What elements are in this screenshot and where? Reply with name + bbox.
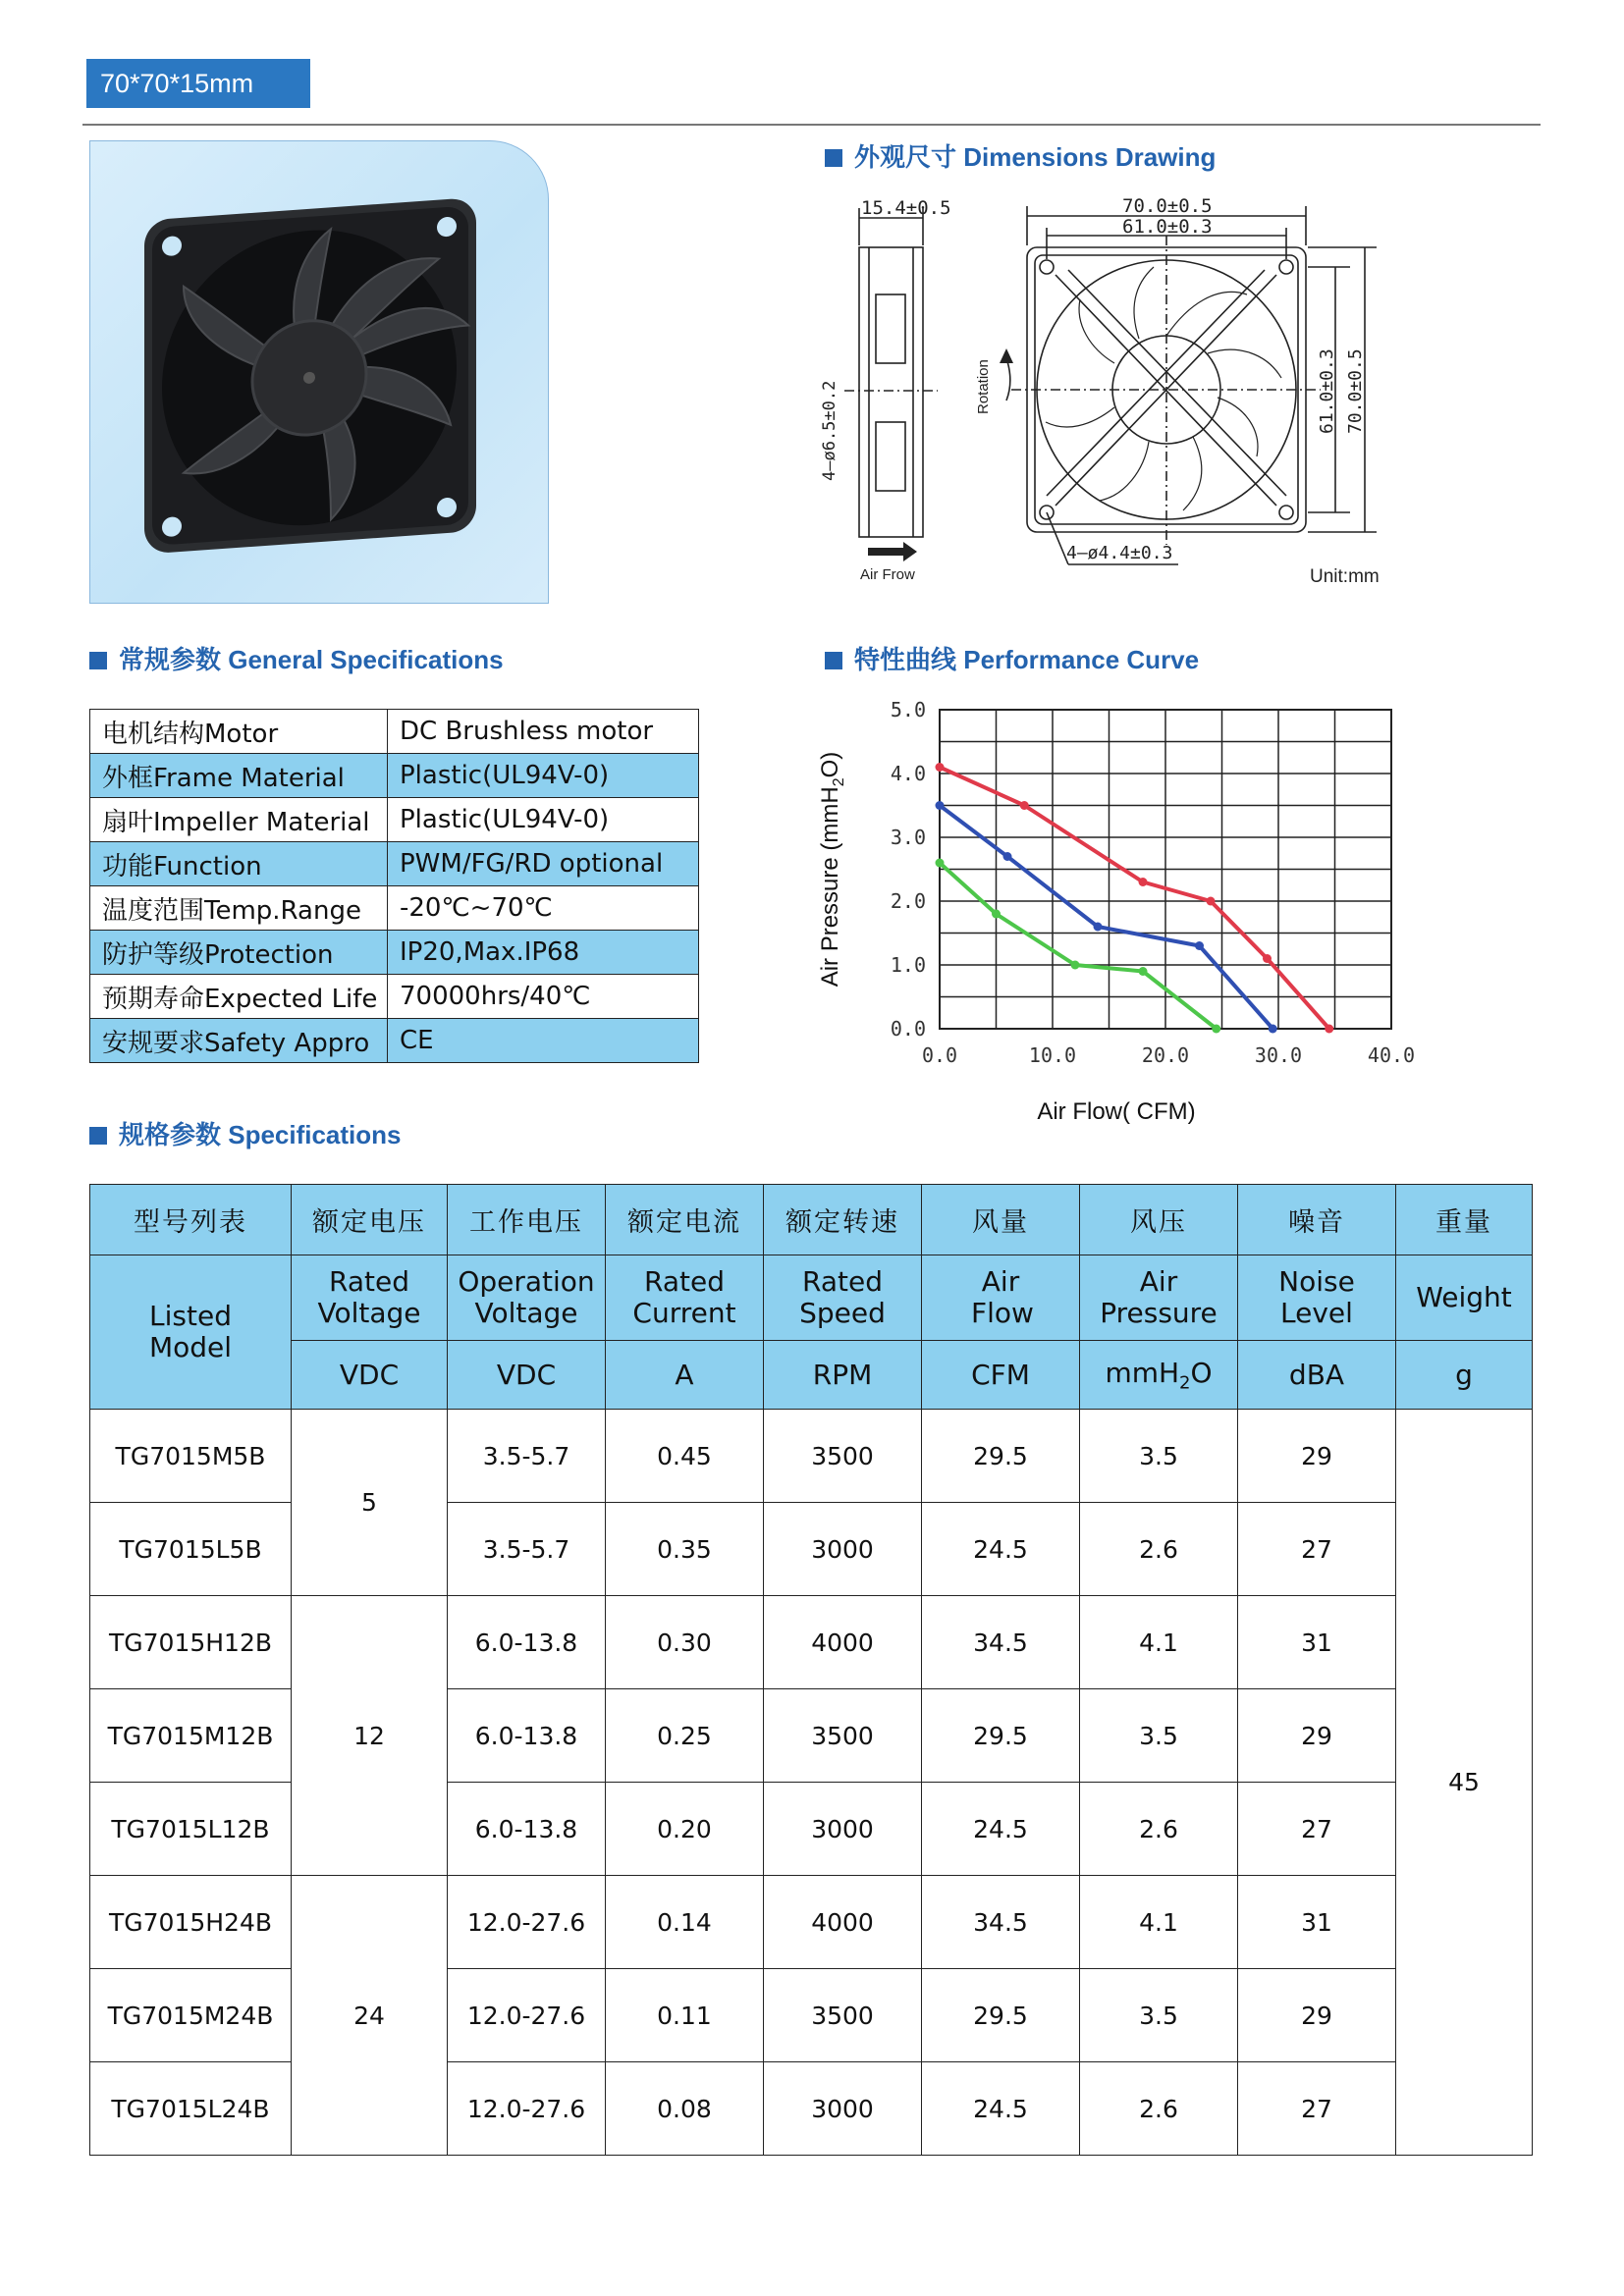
pressure-cell: 3.5	[1080, 1689, 1238, 1783]
current-cell: 0.30	[606, 1596, 764, 1689]
performance-title: 特性曲线 Performance Curve	[825, 640, 1199, 676]
rated-voltage-cell: 12	[292, 1596, 448, 1876]
header-en: Rated Voltage	[292, 1255, 448, 1341]
data-point	[1207, 897, 1216, 906]
y-tick-label: 5.0	[890, 698, 926, 721]
data-point	[936, 763, 945, 772]
data-point	[1212, 1025, 1220, 1034]
pressure-cell: 3.5	[1080, 1410, 1238, 1503]
header-en: Operation Voltage	[448, 1255, 606, 1341]
model-cell: TG7015M5B	[90, 1410, 292, 1503]
flow-cell: 24.5	[922, 2062, 1080, 2156]
speed-cell: 3500	[764, 1969, 922, 2062]
specs-title: 规格参数 Specifications	[89, 1115, 402, 1151]
speed-cell: 3500	[764, 1410, 922, 1503]
current-cell: 0.08	[606, 2062, 764, 2156]
flow-cell: 29.5	[922, 1410, 1080, 1503]
current-cell: 0.14	[606, 1876, 764, 1969]
flow-cell: 34.5	[922, 1876, 1080, 1969]
dim-hole-pitch-right: 61.0±0.3	[1317, 348, 1337, 434]
dim-hole-pitch-top: 61.0±0.3	[1122, 216, 1213, 238]
speed-cell: 4000	[764, 1876, 922, 1969]
dimensions-title: 外观尺寸 Dimensions Drawing	[825, 137, 1216, 174]
spec-key: 安规要求Safety Appro	[90, 1019, 388, 1063]
speed-cell: 3000	[764, 1783, 922, 1876]
rotation-label: Rotation	[975, 359, 992, 414]
model-cell: TG7015L24B	[90, 2062, 292, 2156]
op-voltage-cell: 12.0-27.6	[448, 1969, 606, 2062]
header-unit: VDC	[292, 1341, 448, 1410]
specs-table	[89, 1184, 1533, 2156]
speed-cell: 3000	[764, 1503, 922, 1596]
model-cell: TG7015M12B	[90, 1689, 292, 1783]
op-voltage-cell: 3.5-5.7	[448, 1503, 606, 1596]
data-point	[1325, 1025, 1333, 1034]
header-en: Weight	[1396, 1255, 1533, 1341]
airflow-label: Air Frow	[860, 566, 915, 583]
y-tick-label: 4.0	[890, 762, 926, 785]
flow-cell: 29.5	[922, 1969, 1080, 2062]
spec-key: 电机结构Motor	[90, 710, 388, 754]
model-cell: TG7015M24B	[90, 1969, 292, 2062]
current-cell: 0.11	[606, 1969, 764, 2062]
section-bullet-icon	[825, 652, 842, 669]
spec-key: 外框Frame Material	[90, 754, 388, 798]
table-row	[90, 1876, 1533, 1969]
speed-cell: 3500	[764, 1689, 922, 1783]
spec-key: 扇叶Impeller Material	[90, 798, 388, 842]
op-voltage-cell: 6.0-13.8	[448, 1596, 606, 1689]
header-divider	[82, 124, 1541, 126]
pressure-cell: 2.6	[1080, 1783, 1238, 1876]
noise-cell: 27	[1238, 1783, 1396, 1876]
size-label: 70*70*15mm	[86, 59, 310, 108]
x-axis-label: Air Flow( CFM)	[1037, 1098, 1196, 1125]
model-cell: TG7015H12B	[90, 1596, 292, 1689]
header-unit: A	[606, 1341, 764, 1410]
header-zh: 型号列表	[90, 1185, 292, 1255]
x-tick-label: 0.0	[921, 1043, 958, 1067]
table-row	[90, 1596, 1533, 1689]
spec-value: CE	[388, 1019, 699, 1063]
x-tick-label: 40.0	[1367, 1043, 1416, 1067]
flow-cell: 34.5	[922, 1596, 1080, 1689]
spec-value: 70000hrs/40℃	[388, 975, 699, 1019]
header-en: Air Flow	[922, 1255, 1080, 1341]
y-tick-label: 3.0	[890, 826, 926, 849]
spec-value: PWM/FG/RD optional	[388, 842, 699, 886]
pressure-cell: 3.5	[1080, 1969, 1238, 2062]
op-voltage-cell: 3.5-5.7	[448, 1410, 606, 1503]
table-row	[90, 1410, 1533, 1503]
model-cell: TG7015L12B	[90, 1783, 292, 1876]
op-voltage-cell: 6.0-13.8	[448, 1783, 606, 1876]
data-point	[1195, 941, 1204, 950]
dim-outer-height: 70.0±0.5	[1345, 348, 1366, 434]
current-cell: 0.20	[606, 1783, 764, 1876]
y-axis-label: Air Pressure (mmH$_2$O)	[817, 751, 847, 988]
header-en: Rated Current	[606, 1255, 764, 1341]
flow-cell: 24.5	[922, 1503, 1080, 1596]
header-en: Listed Model	[90, 1255, 292, 1410]
noise-cell: 27	[1238, 1503, 1396, 1596]
product-photo	[89, 140, 549, 604]
dim-hole-size: 4—ø4.4±0.3	[1066, 543, 1173, 563]
x-tick-label: 20.0	[1141, 1043, 1190, 1067]
section-bullet-icon	[89, 652, 107, 669]
general-specs-title: 常规参数 General Specifications	[89, 640, 504, 676]
speed-cell: 4000	[764, 1596, 922, 1689]
data-point	[1094, 923, 1103, 932]
data-point	[1263, 954, 1272, 963]
spec-value: IP20,Max.IP68	[388, 931, 699, 975]
noise-cell: 27	[1238, 2062, 1396, 2156]
rated-voltage-cell: 5	[292, 1410, 448, 1596]
dim-outer-width: 70.0±0.5	[1122, 195, 1213, 217]
data-point	[1139, 878, 1148, 886]
x-tick-label: 10.0	[1028, 1043, 1077, 1067]
header-zh: 重量	[1396, 1185, 1533, 1255]
data-point	[936, 801, 945, 810]
data-point	[992, 910, 1001, 919]
dim-thickness: 15.4±0.5	[861, 197, 951, 219]
noise-cell: 31	[1238, 1596, 1396, 1689]
header-unit: RPM	[764, 1341, 922, 1410]
dimensions-drawing	[815, 187, 1424, 599]
y-tick-label: 0.0	[890, 1017, 926, 1041]
noise-cell: 29	[1238, 1969, 1396, 2062]
current-cell: 0.45	[606, 1410, 764, 1503]
header-zh: 风量	[922, 1185, 1080, 1255]
header-unit: mmH$_2$O	[1080, 1341, 1238, 1410]
weight-cell: 45	[1396, 1410, 1533, 2156]
current-cell: 0.25	[606, 1689, 764, 1783]
header-en: Noise Level	[1238, 1255, 1396, 1341]
header-zh: 额定电流	[606, 1185, 764, 1255]
data-point	[1139, 967, 1148, 976]
header-unit: g	[1396, 1341, 1533, 1410]
spec-key: 预期寿命Expected Life	[90, 975, 388, 1019]
noise-cell: 31	[1238, 1876, 1396, 1969]
header-unit: dBA	[1238, 1341, 1396, 1410]
model-cell: TG7015L5B	[90, 1503, 292, 1596]
header-zh: 噪音	[1238, 1185, 1396, 1255]
flow-cell: 24.5	[922, 1783, 1080, 1876]
header-zh: 额定转速	[764, 1185, 922, 1255]
model-cell: TG7015H24B	[90, 1876, 292, 1969]
op-voltage-cell: 12.0-27.6	[448, 2062, 606, 2156]
spec-value: Plastic(UL94V-0)	[388, 754, 699, 798]
pressure-cell: 4.1	[1080, 1596, 1238, 1689]
op-voltage-cell: 12.0-27.6	[448, 1876, 606, 1969]
performance-chart	[805, 687, 1434, 1139]
data-point	[1071, 961, 1080, 970]
y-tick-label: 1.0	[890, 953, 926, 977]
noise-cell: 29	[1238, 1689, 1396, 1783]
spec-value: Plastic(UL94V-0)	[388, 798, 699, 842]
dim-side-holes: 4—ø6.5±0.2	[820, 380, 839, 481]
x-tick-label: 30.0	[1254, 1043, 1303, 1067]
data-point	[1003, 852, 1012, 861]
fan-illustration	[90, 141, 549, 604]
section-bullet-icon	[89, 1127, 107, 1145]
spec-key: 温度范围Temp.Range	[90, 886, 388, 931]
section-bullet-icon	[825, 149, 842, 167]
header-zh: 额定电压	[292, 1185, 448, 1255]
spec-key: 防护等级Protection	[90, 931, 388, 975]
pressure-cell: 2.6	[1080, 2062, 1238, 2156]
rated-voltage-cell: 24	[292, 1876, 448, 2156]
spec-key: 功能Function	[90, 842, 388, 886]
flow-cell: 29.5	[922, 1689, 1080, 1783]
pressure-cell: 2.6	[1080, 1503, 1238, 1596]
pressure-cell: 4.1	[1080, 1876, 1238, 1969]
current-cell: 0.35	[606, 1503, 764, 1596]
general-specs-table	[89, 709, 699, 1063]
header-zh: 风压	[1080, 1185, 1238, 1255]
header-zh: 工作电压	[448, 1185, 606, 1255]
unit-label: Unit:mm	[1310, 566, 1380, 587]
data-point	[1020, 801, 1029, 810]
op-voltage-cell: 6.0-13.8	[448, 1689, 606, 1783]
speed-cell: 3000	[764, 2062, 922, 2156]
spec-value: DC Brushless motor	[388, 710, 699, 754]
data-point	[1269, 1025, 1277, 1034]
header-en: Air Pressure	[1080, 1255, 1238, 1341]
spec-value: -20℃~70℃	[388, 886, 699, 931]
y-tick-label: 2.0	[890, 889, 926, 913]
data-point	[936, 859, 945, 868]
header-unit: CFM	[922, 1341, 1080, 1410]
header-unit: VDC	[448, 1341, 606, 1410]
header-en: Rated Speed	[764, 1255, 922, 1341]
noise-cell: 29	[1238, 1410, 1396, 1503]
